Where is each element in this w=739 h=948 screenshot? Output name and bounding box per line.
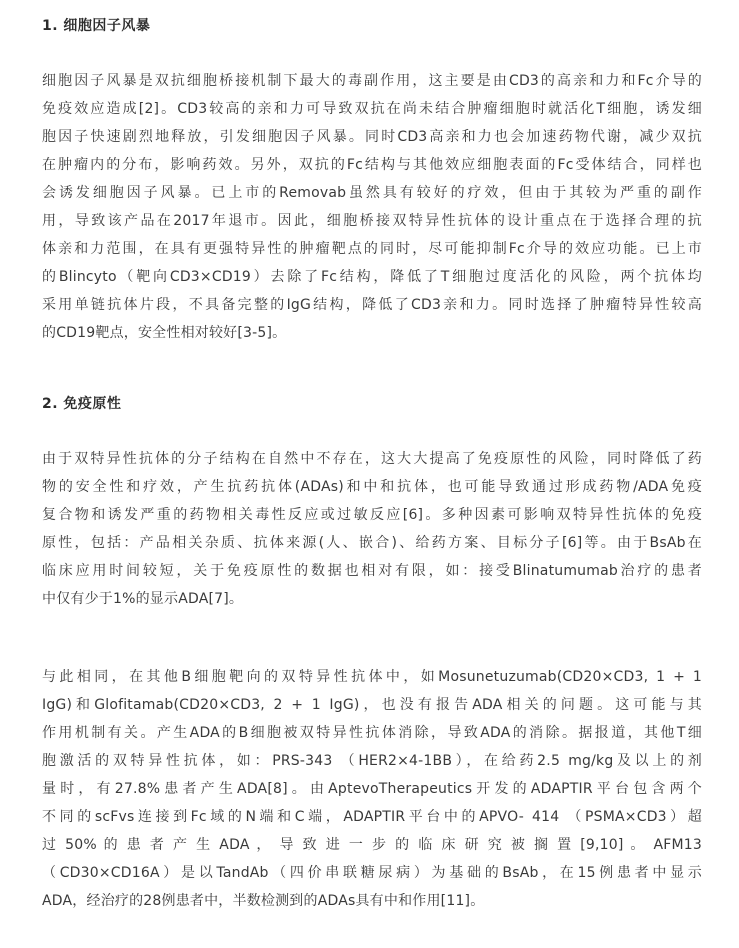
text-line: 与此相同，在其他B细胞靶向的双特异性抗体中，如Mosunetuzumab(CD20×CD3, 1 + 1 [42,669,702,685]
paragraph-immunogenicity-risk [42,445,702,613]
text-line: 体亲和力范围，在具有更强特异性的肿瘤靶点的同时，尽可能抑制Fc介导的效应功能。已上市 [42,241,702,257]
text-line: 中仅有少于1%的显示ADA[7]。 [42,591,244,607]
text-line: 免疫效应造成[2]。CD3较高的亲和力可导致双抗在尚未结合肿瘤细胞时就活化T细胞，诱发细 [42,101,702,117]
text-line: 的CD19靶点，安全性相对较好[3-5]。 [42,325,287,341]
text-line: 量时，有27.8%患者产生ADA[8]。由AptevoTherapeutics开发的ADAPTIR平台包含两个 [42,781,702,797]
text-line: 由于双特异性抗体的分子结构在自然中不存在，这大大提高了免疫原性的风险，同时降低了药 [42,451,702,467]
text-line: 用，导致该产品在2017年退市。因此，细胞桥接双特异性抗体的设计重点在于选择合理的抗 [42,213,702,229]
text-line: 不同的scFvs连接到Fc域的N端和C端，ADAPTIR平台中的APVO- 414 （PSMA×CD3）超 [42,809,702,825]
text-line: 采用单链抗体片段，不具备完整的IgG结构，降低了CD3亲和力。同时选择了肿瘤特异性较高 [42,297,702,313]
text-line: 物的安全性和疗效，产生抗药抗体(ADAs)和中和抗体，也可能导致通过形成药物/ADA免疫 [42,479,702,495]
section-heading-cytokine-storm: 1. 细胞因子风暴 [42,18,151,34]
text-line: IgG)和Glofitamab(CD20×CD3, 2 + 1 IgG)，也没有报告ADA相关的问题。这可能与其 [42,697,702,713]
text-line: 在肿瘤内的分布，影响药效。另外，双抗的Fc结构与其他效应细胞表面的Fc受体结合，同样也 [42,157,702,173]
text-line: 会诱发细胞因子风暴。已上市的Removab虽然具有较好的疗效，但由于其较为严重的副作 [42,185,702,201]
text-line: 胞因子快速剧烈地释放，引发细胞因子风暴。同时CD3高亲和力也会加速药物代谢，减少双抗 [42,129,702,145]
text-line: 复合物和诱发严重的药物相关毒性反应或过敏反应[6]。多种因素可影响双特异性抗体的免疫 [42,507,702,523]
text-line: （CD30×CD16A）是以TandAb（四价串联糖尿病）为基础的BsAb，在15例患者中显示 [42,865,702,881]
text-line: ADA，经治疗的28例患者中，半数检测到的ADAs具有中和作用[11]。 [42,893,485,909]
paragraph-immunogenicity-cases [42,663,702,915]
text-line: 胞激活的双特异性抗体，如：PRS-343 （HER2×4-1BB），在给药2.5 mg/kg及以上的剂 [42,753,702,769]
text-line: 原性，包括：产品相关杂质、抗体来源(人、嵌合)、给药方案、目标分子[6]等。由于BsAb在 [42,535,702,551]
text-line: 的Blincyto（靶向CD3×CD19）去除了Fc结构，降低了T细胞过度活化的风险，两个抗体均 [42,269,702,285]
text-line: 过 50% 的 患 者 产 生 ADA ， 导 致 进 一 步 的 临 床 研 究 被 搁 置 [9,10] 。 AFM13 [42,837,702,853]
section-heading-immunogenicity: 2. 免疫原性 [42,396,122,412]
paragraph-cytokine-storm [42,67,702,347]
text-line: 作用机制有关。产生ADA的B细胞被双特异性抗体消除，导致ADA的消除。据报道，其他T细 [42,725,702,741]
text-line: 细胞因子风暴是双抗细胞桥接机制下最大的毒副作用，这主要是由CD3的高亲和力和Fc介导的 [42,73,702,89]
text-line: 临床应用时间较短，关于免疫原性的数据也相对有限，如：接受Blinatumumab治疗的患者 [42,563,702,579]
